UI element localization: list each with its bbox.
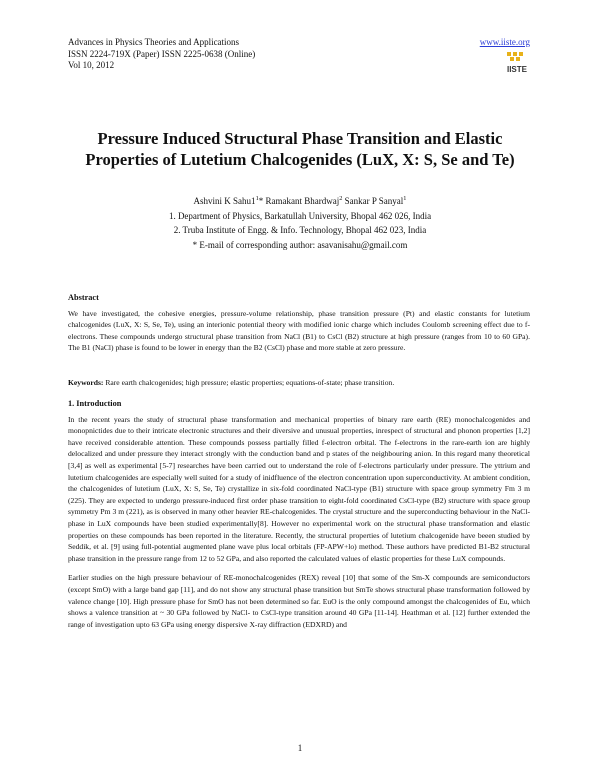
introduction-section (68, 398, 530, 630)
introduction-paragraph-2: Earlier studies on the high pressure behaviour of RE-monochalcogenides (REX) reveal [10] that some of the Sm-X compounds are semiconductors (except SmO) with a large band gap [11], and do not show any structural phase transition but SmTe shows structural phase transformation followed by valence change [10]. High pressure phase for SmO has not been determined so far. EuO is the only compound amongst the chalcogenides of Eu, which shows a valence transition at ~ 30 GPa followed by NaCl- to CsCl-type transition around 40 GPa [11-14]. Heathman et al. [12] further extended the range of investigation upto 63 GPa using energy dispersive X-ray diffraction (EDXRD) and (68, 573, 530, 629)
page-number: 1 (297, 743, 303, 753)
iiste-logo-icon (504, 50, 530, 76)
volume-line: Vol 10, 2012 (68, 60, 115, 70)
abstract-text: We have investigated, the cohesive energies, pressure-volume relationship, phase transition pressure (Pt) and elastic constants for lutetium chalcogenides (LuX, X: S, Se, Te), using an interionic potential theory with modified ionic charge which includes Coulomb screening effect due to f-electrons. These compounds undergo structural phase transition from NaCl (B1) to CsCl (B2) structure at high pressure (ranges from 10 to 60 GPa). The B1 (NaCl) phase is found to be lower in energy than the B2 (CsCl) phase and more stable at zero pressure. (68, 308, 530, 353)
introduction-paragraph-1: In the recent years the study of structural phase transformation and mechanical properties of binary rare earth (RE) monochalcogenides and monopnictides due to their intricate electronic structures and their diversive and unusual properties, inrespect of structural and phonon properties [1,2] have received considerable attention. These compounds possess partially filled f-electron orbital. The f-electrons in the rare-earth ion are highly delocalized and under pressure they interact strongly with the conduction band and p states of the neighbouring anion. In this regard many theoretical [3,4] as well as experimental [5-7] researches have been carried out to understand the role of f-electrons particularly under pressure. The yttrium and lutetium chalcogenides are especially well suited for a study of inidfluence of the electron concentration upon superconductivity. At ambient condition, the chalcogenides of lutetium (LuX, X: S, Se, Te) crystallize in six-fold coordinated NaCl-type (B1) structure with space group symmetry Fm 3 m (225). They are expected to undergo pressure-induced first order phase transition to eight-fold coordinated CsCl-type (B2) structure with space group symmetry Pm 3 m (221), as is observed in many other heavier RE-chalcogenides. The crystal structure and the superconducting behaviour in the NaCl-phase in LuX compounds have been studied experimentally[8]. However no experimental work on the structural phase transformation and elastic properties on these compounds has been reported in the literature. Recently, the structural properties of lutetium chalcogenide have beeen studied by Seddik, et al. [9] using full-potential augmented plane wave plus local orbitals (FP-APW+lo) method. These authors have predicted B1-B2 structural phase transition in the pressure range from 12 to 52 GPa, and also reported the calculated values of elastic properties for these LuX compounds. (68, 414, 530, 563)
affiliation-1: 1. Department of Physics, Barkatullah University, Bhopal 462 026, India (168, 210, 432, 221)
keywords-section (68, 377, 530, 389)
paper-title: Pressure Induced Structural Phase Transition and Elastic Properties of Lutetium Chalcogenides (LuX, X: S, Se and Te) (85, 129, 515, 169)
abstract-heading: Abstract (68, 293, 99, 302)
logo-text: IISTE (506, 65, 528, 74)
journal-url-link[interactable]: www.iiste.org (479, 37, 530, 47)
author-block (60, 194, 540, 252)
keywords-text: Rare earth chalcogenides; high pressure; elastic properties; equations-of-state; phase transition. (105, 378, 395, 387)
abstract-section (68, 292, 530, 354)
journal-name: Advances in Physics Theories and Applications (68, 37, 240, 47)
affiliation-2: 2. Truba Institute of Engg. & Info. Technology, Bhopal 462 023, India (173, 225, 427, 235)
journal-header (68, 37, 255, 72)
corresponding-email: * E-mail of corresponding author: asavanisahu@gmail.com (192, 239, 408, 250)
keywords-label: Keywords: (68, 378, 104, 387)
issn-line: ISSN 2224-719X (Paper) ISSN 2225-0638 (Online) (68, 48, 256, 59)
introduction-heading: 1. Introduction (68, 399, 122, 408)
author-names: Ashvini K $Sahu1^1*$ Ramakant Bhardwaj$^2$ Sankar P Sanyal$^1$ (193, 195, 407, 206)
